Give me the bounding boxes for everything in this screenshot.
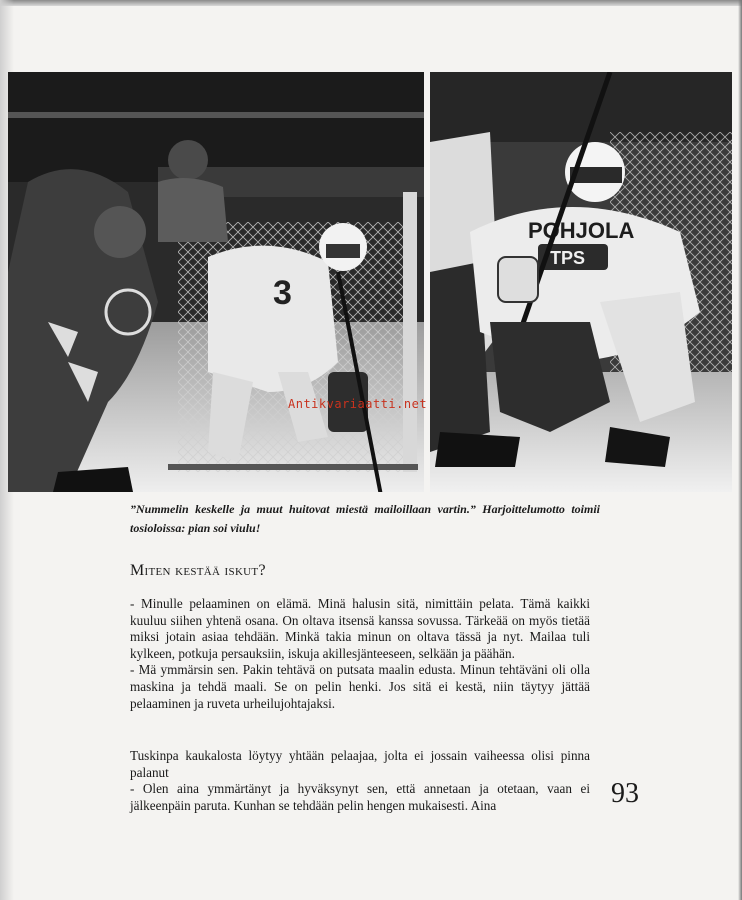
hockey-photo-right-illustration bbox=[430, 72, 732, 492]
page-top-edge bbox=[0, 0, 742, 6]
hockey-photo-right bbox=[430, 72, 732, 492]
hockey-photo-left-illustration bbox=[8, 72, 424, 492]
hockey-photo-left bbox=[8, 72, 424, 492]
left-jersey-number: 3 bbox=[273, 274, 292, 312]
body-text-block-1 bbox=[130, 596, 590, 712]
paragraph: - Olen aina ymmärtänyt ja hyväksynyt sen, että annetaan ja otetaan, vaan ei jälkeenpäin paruta. Kunhan se tehdään pelin hengen mukaisesti. Aina bbox=[130, 781, 590, 813]
page-right-edge bbox=[738, 0, 742, 900]
paragraph: Tuskinpa kaukalosta löytyy yhtään pelaajaa, jolta ei jossain vaiheessa olisi pinna palanut bbox=[130, 748, 590, 780]
right-jersey-text: POHJOLA bbox=[528, 218, 635, 243]
page-number: 93 bbox=[611, 778, 639, 809]
section-heading: Miten kestää iskut? bbox=[130, 562, 266, 579]
paragraph: - Mä ymmärsin sen. Pakin tehtävä on putsata maalin edusta. Minun tehtäväni oli olla maskina ja tehdä maali. Se on pelin henki. Jos sitä ei kestä, niin täytyy jättää pelaaminen ja ruveta urheilujohtajaksi. bbox=[130, 662, 590, 711]
body-text-block-2 bbox=[130, 748, 590, 814]
paragraph: - Minulle pelaaminen on elämä. Minä halusin sitä, nimittäin pelata. Tämä kaikki kuuluu siihen yhtenä osana. On oltava itsensä kanssa sovussa. Tärkeää on myös tietää miksi jotain asiaa tehdään. Minkä takia minun on oltava tässä ja nyt. Mailaa tuli kylkeen, potkuja persauksiin, iskuja akillesjänteeseen, selkään ja päähän. bbox=[130, 596, 590, 661]
photo-caption: ”Nummelin keskelle ja muut huitovat miestä mailoillaan vartin.” Harjoittelumotto toimii tosioloissa: pian soi viulu! bbox=[130, 502, 600, 535]
right-jersey-logo: TPS bbox=[550, 248, 586, 268]
watermark: Antikvariaatti.net bbox=[288, 397, 428, 411]
